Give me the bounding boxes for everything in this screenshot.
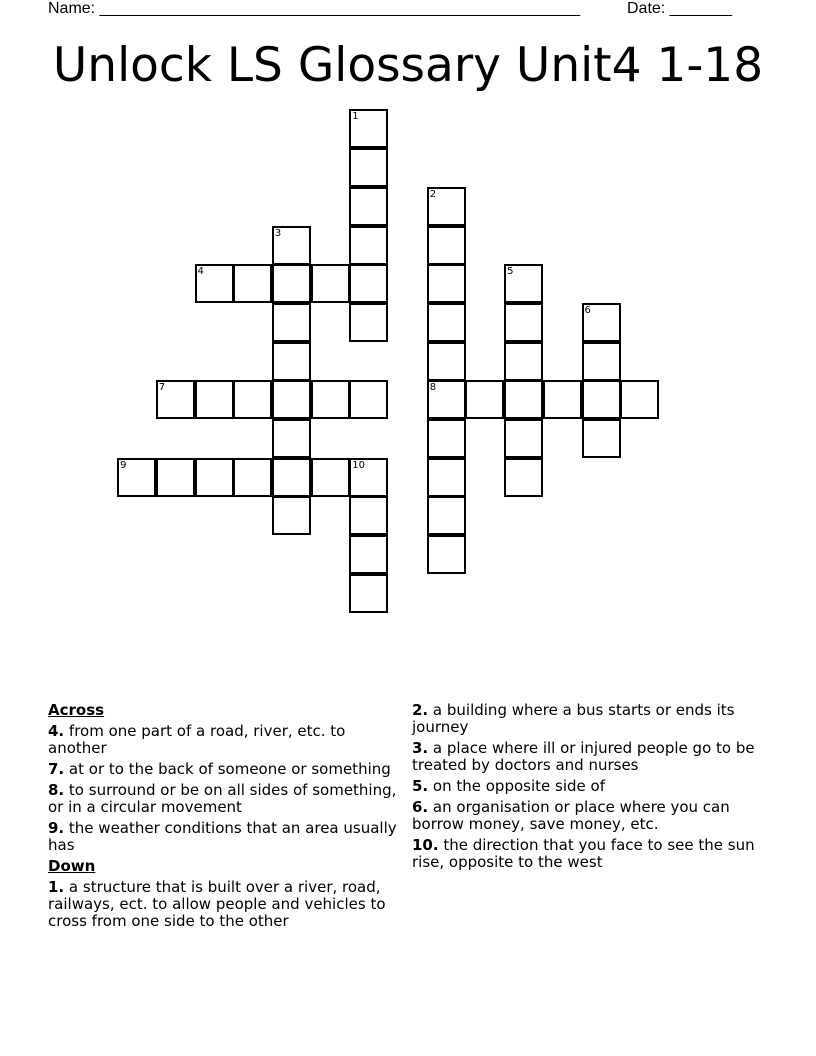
grid-cell[interactable] bbox=[349, 574, 388, 613]
grid-cell[interactable] bbox=[195, 458, 234, 497]
clue-number: 5 bbox=[507, 266, 514, 278]
clue-number: 4 bbox=[197, 266, 204, 278]
grid-cell[interactable] bbox=[272, 496, 311, 535]
grid-cell[interactable] bbox=[427, 535, 466, 574]
grid-cell[interactable] bbox=[272, 303, 311, 342]
clue-number: 2 bbox=[429, 188, 437, 200]
clue-number: 10 bbox=[352, 459, 366, 471]
grid-cell[interactable] bbox=[504, 264, 543, 303]
grid-cell[interactable] bbox=[272, 380, 311, 419]
clue-across-9: 9. the weather conditions that an area usually has bbox=[48, 819, 397, 854]
grid-cell[interactable] bbox=[582, 380, 621, 419]
grid-cell[interactable] bbox=[504, 303, 543, 342]
grid-cell[interactable] bbox=[349, 535, 388, 574]
grid-cell[interactable] bbox=[272, 342, 311, 381]
grid-cell[interactable] bbox=[349, 380, 388, 419]
clue-down-5: 5. on the opposite side of bbox=[412, 777, 605, 795]
grid-cell[interactable] bbox=[349, 109, 388, 148]
grid-cell[interactable] bbox=[349, 187, 388, 226]
grid-cell[interactable] bbox=[427, 342, 466, 381]
clue-down-3: 3. a place where ill or injured people go to be treated by doctors and nurses bbox=[412, 739, 755, 774]
grid-cell[interactable] bbox=[504, 419, 543, 458]
grid-cell[interactable] bbox=[233, 380, 272, 419]
clue-down-10: 10. the direction that you face to see the sun rise, opposite to the west bbox=[412, 836, 755, 871]
grid-cell[interactable] bbox=[311, 380, 350, 419]
grid-cell[interactable] bbox=[582, 342, 621, 381]
grid-cell[interactable] bbox=[620, 380, 659, 419]
grid-cell[interactable] bbox=[465, 380, 504, 419]
grid-cell[interactable] bbox=[427, 187, 466, 226]
grid-cell[interactable] bbox=[272, 264, 311, 303]
grid-cell[interactable] bbox=[311, 264, 350, 303]
name-field[interactable]: Name: ______________________________________________________ bbox=[48, 0, 581, 17]
grid-cell[interactable] bbox=[349, 264, 388, 303]
grid-cell[interactable] bbox=[504, 380, 543, 419]
grid-cell[interactable] bbox=[427, 458, 466, 497]
grid-cell[interactable] bbox=[349, 303, 388, 342]
grid-cell[interactable] bbox=[233, 458, 272, 497]
grid-cell[interactable] bbox=[349, 148, 388, 187]
grid-cell[interactable] bbox=[582, 303, 621, 342]
down-heading: Down bbox=[48, 857, 96, 875]
clue-across-7: 7. at or to the back of someone or something bbox=[48, 760, 391, 778]
grid-cell[interactable] bbox=[349, 226, 388, 265]
grid-cell[interactable] bbox=[156, 380, 195, 419]
grid-cell[interactable] bbox=[349, 458, 388, 497]
grid-cell[interactable] bbox=[543, 380, 582, 419]
grid-cell[interactable] bbox=[156, 458, 195, 497]
grid-cell[interactable] bbox=[427, 303, 466, 342]
grid-cell[interactable] bbox=[349, 496, 388, 535]
grid-cell[interactable] bbox=[504, 342, 543, 381]
clues-right-column bbox=[412, 702, 762, 875]
clue-number: 3 bbox=[274, 227, 282, 239]
clue-number: 6 bbox=[584, 304, 591, 316]
clue-number: 1 bbox=[352, 111, 359, 123]
grid-cell[interactable] bbox=[272, 458, 311, 497]
clue-number: 7 bbox=[158, 382, 166, 394]
grid-cell[interactable] bbox=[272, 226, 311, 265]
grid-cell[interactable] bbox=[427, 264, 466, 303]
clue-number: 8 bbox=[429, 382, 437, 394]
grid-cell[interactable] bbox=[195, 264, 234, 303]
clue-down-1: 1. a structure that is built over a river, road, railways, ect. to allow people and vehicles to cross from one side to the other bbox=[48, 878, 386, 930]
page-title: Unlock LS Glossary Unit4 1-18 bbox=[52, 38, 764, 93]
grid-cell[interactable] bbox=[233, 264, 272, 303]
grid-cell[interactable] bbox=[427, 496, 466, 535]
grid-cell[interactable] bbox=[504, 458, 543, 497]
clue-down-2: 2. a building where a bus starts or ends its journey bbox=[412, 701, 735, 736]
clues-left-column bbox=[48, 702, 398, 934]
across-heading: Across bbox=[48, 701, 105, 719]
grid-cell[interactable] bbox=[311, 458, 350, 497]
clue-across-4: 4. from one part of a road, river, etc. to another bbox=[48, 722, 346, 757]
grid-cell[interactable] bbox=[427, 380, 466, 419]
clue-number: 9 bbox=[120, 459, 127, 471]
grid-cell[interactable] bbox=[272, 419, 311, 458]
clue-across-8: 8. to surround or be on all sides of something, or in a circular movement bbox=[48, 781, 397, 816]
date-field[interactable]: Date: _______ bbox=[627, 0, 732, 17]
grid-cell[interactable] bbox=[117, 458, 156, 497]
clue-down-6: 6. an organisation or place where you can borrow money, save money, etc. bbox=[412, 798, 730, 833]
grid-cell[interactable] bbox=[427, 419, 466, 458]
grid-cell[interactable] bbox=[195, 380, 234, 419]
grid-cell[interactable] bbox=[427, 226, 466, 265]
grid-cell[interactable] bbox=[582, 419, 621, 458]
